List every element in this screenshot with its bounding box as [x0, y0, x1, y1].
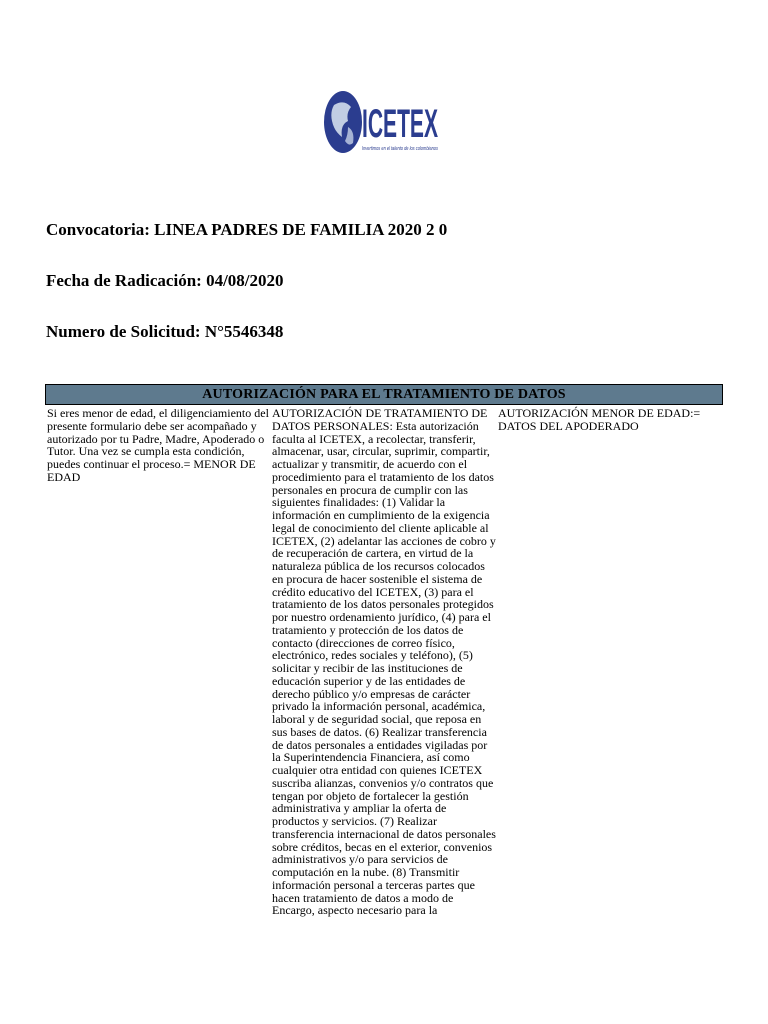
logo-wordmark: ICETEX: [362, 102, 439, 146]
numero-solicitud-line: Numero de Solicitud: N°5546348: [46, 322, 284, 341]
section-title: AUTORIZACIÓN PARA EL TRATAMIENTO DE DATOS: [202, 386, 566, 402]
menor-edad-text: Si eres menor de edad, el diligenciamiento del presente formulario debe ser acompañado y autorizado por tu Padre, Madre, Apoderado o Tutor. Una vez se cumpla esta condición, puedes continuar el proceso.= MENOR DE EDAD: [47, 406, 269, 484]
autorizacion-tratamiento-text: AUTORIZACIÓN DE TRATAMIENTO DE DATOS PERSONALES: Esta autorización faculta al ICETEX, a recolectar, transferir, almacenar, usar, circular, suprimir, compartir, actualizar y transmitir, de acuerdo con el procedimiento para el tratamiento de los datos personales en procura de cumplir con las siguientes finalidades: (1) Validar la información en cumplimiento de la exigencia legal de conocimiento del cliente aplicable al ICETEX, (2) adelantar las acciones de cobro y de recuperación de cartera, en virtud de la naturaleza pública de los recursos colocados en procura de hacer sostenible el sistema de crédito educativo del ICETEX, (3) para el tratamiento de los datos personales protegidos por nuestro ordenamiento jurídico, (4) para el tratamiento y protección de los datos de contacto (direcciones de correo físico, electrónico, redes sociales y teléfono), (5) solicitar y recibir de las instituciones de educación superior y de las entidades de derecho público y/o empresas de carácter privado la información personal, académica, laboral y de seguridad social, que reposa en sus bases de datos. (6) Realizar transferencia de datos personales a entidades vigiladas por la Superintendencia Financiera, así como cualquier otra entidad con quienes ICETEX suscriba alianzas, convenios y/o contratos que tengan por objeto de fortalecer la gestión administrativa y ampliar la oferta de productos y servicios. (7) Realizar transferencia internacional de datos personales sobre créditos, becas en el exterior, convenios administrativos y/o para servicios de computación en la nube. (8) Transmitir información personal a terceras partes que hacen tratamiento de datos a modo de Encargo, aspecto necesario para la: [272, 406, 496, 918]
section-title-bar: [45, 384, 723, 405]
convocatoria-line: Convocatoria: LINEA PADRES DE FAMILIA 2020 2 0: [46, 220, 448, 239]
fecha-radicacion-line: Fecha de Radicación: 04/08/2020: [46, 271, 284, 290]
logo-tagline: Invertimos en el talento de los colombianos: [362, 146, 439, 152]
icetex-logo: [318, 55, 458, 180]
apoderado-text: AUTORIZACIÓN MENOR DE EDAD:= DATOS DEL APODERADO: [498, 406, 701, 433]
icetex-logo-graphic: [318, 55, 458, 180]
